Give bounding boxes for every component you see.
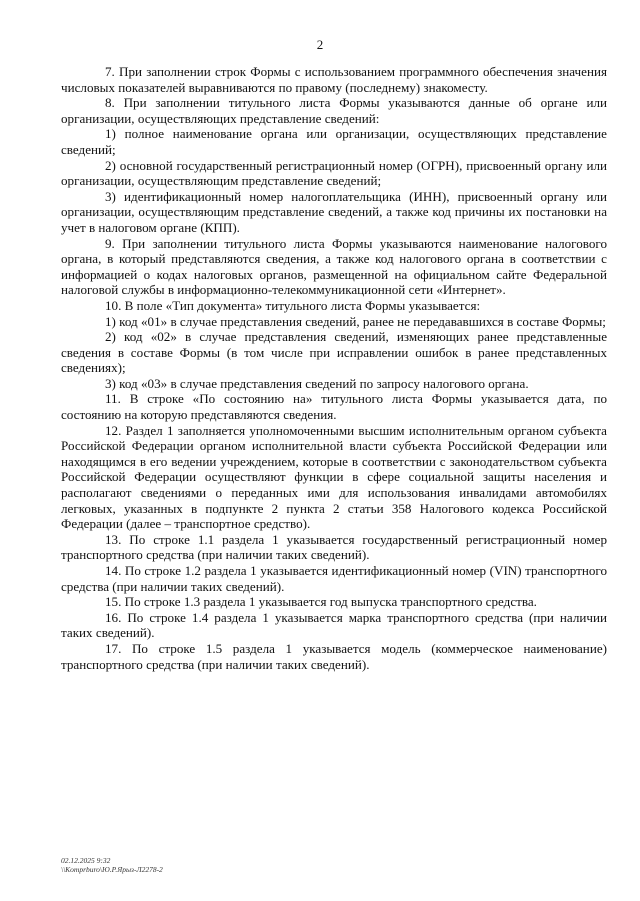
paragraph-10-item-2: 2) код «02» в случае представления сведений, изменяющих ранее представленные сведения в составе Формы (в том числе при исправлении ошибок в ранее представленных сведениях); [61,329,607,376]
paragraph-9: 9. При заполнении титульного листа Формы указываются наименование налогового органа, в который представляются сведения, а также код налогового органа в соответствии с информацией о кодах налоговых органов, размещенной на официальном сайте Федеральной налоговой службы в информационно-телекоммуникационной сети «Интернет». [61,235,607,298]
footer-file-path: \\Komprburo\Ю.Р.Ярыз-Л2278-2 [61,865,163,874]
paragraph-8-item-3: 3) идентификационный номер налогоплательщика (ИНН), присвоенный органу или организации, осуществляющим представление сведений, а также код причины их постановки на учет в налоговом органе (КПП). [61,188,607,235]
paragraph-12: 12. Раздел 1 заполняется уполномоченными высшим исполнительным органом субъекта Российской Федерации органом исполнительной власти субъекта Российской Федерации или находящимся в его ведении учреждением, которые в соответствии с законодательством субъекта Российской Федерации осуществляют функции в сфере социальной защиты населения и располагают сведениями о переданных ими для использования инвалидами автомобилях легковых, указанных в подпункте 2 пункта 2 статьи 358 Налогового кодекса Российской Федерации (далее – транспортное средство). [61,422,607,532]
paragraph-13: 13. По строке 1.1 раздела 1 указывается государственный регистрационный номер транспортного средства (при наличии таких сведений). [61,531,607,563]
paragraph-8-item-1: 1) полное наименование органа или организации, осуществляющих представление сведений; [61,126,607,157]
paragraph-14: 14. По строке 1.2 раздела 1 указывается идентификационный номер (VIN) транспортного средства (при наличии таких сведений). [61,563,607,594]
paragraph-16: 16. По строке 1.4 раздела 1 указывается марка транспортного средства (при наличии таких сведений). [61,609,607,641]
paragraph-8-item-2: 2) основной государственный регистрационный номер (ОГРН), присвоенный органу или организации, осуществляющим представление сведений; [61,157,607,189]
page-number: 2 [316,37,324,52]
document-footer [61,856,163,874]
paragraph-8: 8. При заполнении титульного листа Формы указываются данные об органе или организации, осуществляющих представление сведений: [61,95,607,126]
paragraph-17: 17. По строке 1.5 раздела 1 указывается модель (коммерческое наименование) транспортного средства (при наличии таких сведений). [61,640,607,672]
paragraph-10-item-1: 1) код «01» в случае представления сведений, ранее не передававшихся в составе Формы; [105,313,606,329]
paragraph-10-item-3: 3) код «03» в случае представления сведений по запросу налогового органа. [105,375,529,391]
document-body [61,64,607,672]
footer-timestamp: 02.12.2025 9:32 [61,856,111,865]
paragraph-10: 10. В поле «Тип документа» титульного листа Формы указывается: [105,297,481,313]
paragraph-15: 15. По строке 1.3 раздела 1 указывается год выпуска транспортного средства. [105,594,537,610]
paragraph-11: 11. В строке «По состоянию на» титульного листа Формы указывается дата, по состоянию на которую представляются сведения. [61,391,607,423]
paragraph-7: 7. При заполнении строк Формы с использованием программного обеспечения значения числовых показателей выравниваются по правому (последнему) знакоместу. [61,64,607,95]
